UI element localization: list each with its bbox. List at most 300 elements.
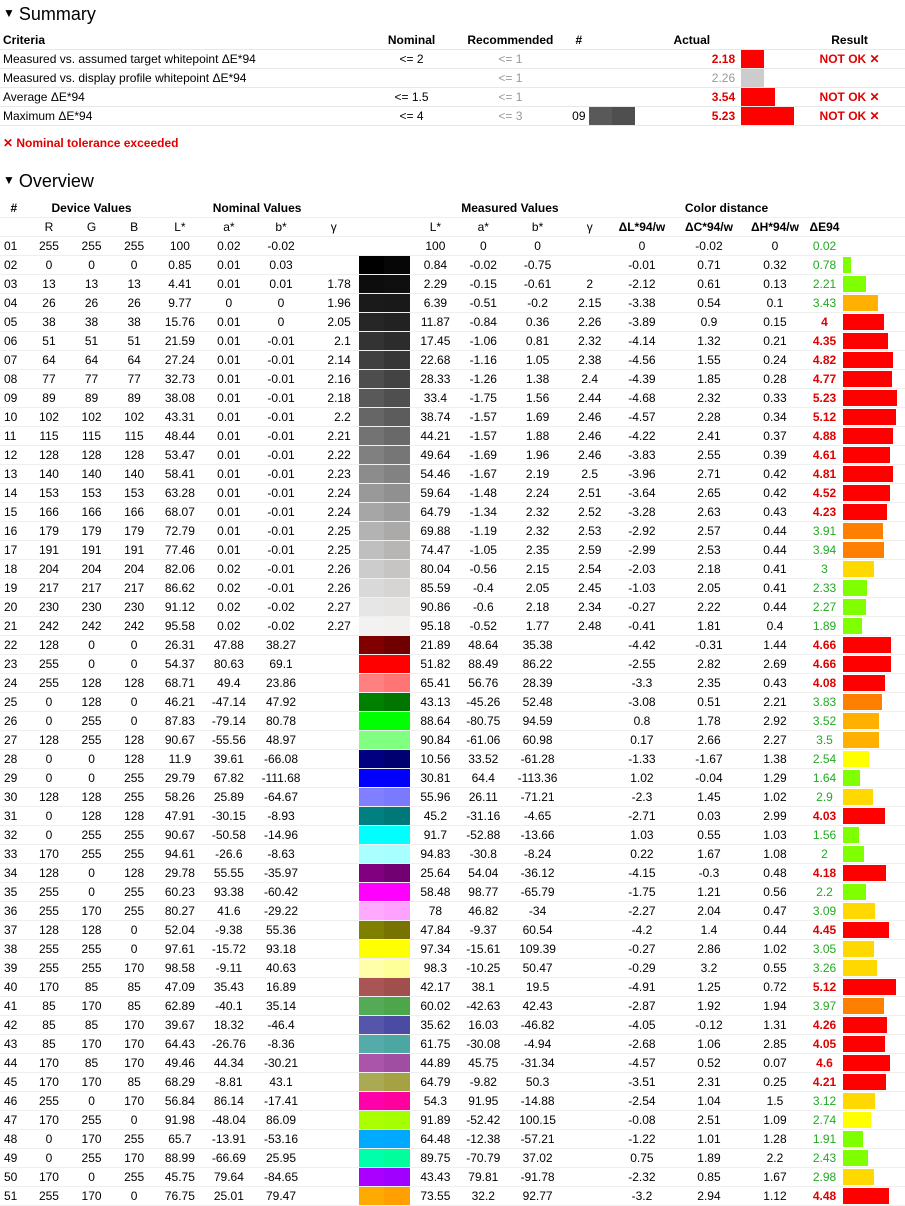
delta-e: 4.26 bbox=[806, 1016, 843, 1035]
delta-e: 5.12 bbox=[806, 408, 843, 427]
row-number: 46 bbox=[0, 1092, 28, 1111]
device-b: 255 bbox=[113, 826, 156, 845]
delta-c: 1.92 bbox=[674, 997, 744, 1016]
measured-gamma bbox=[570, 1149, 610, 1168]
measured-l: 0.84 bbox=[410, 256, 461, 275]
nominal-a: 0.02 bbox=[204, 598, 253, 617]
measured-b: 1.77 bbox=[506, 617, 570, 636]
row-number: 04 bbox=[0, 294, 28, 313]
nominal-b: -53.16 bbox=[253, 1130, 308, 1149]
measured-gamma: 2.52 bbox=[570, 503, 610, 522]
delta-h: 0.33 bbox=[744, 389, 806, 408]
table-row bbox=[0, 1187, 905, 1206]
color-swatch bbox=[359, 1016, 410, 1035]
color-swatch bbox=[359, 1111, 410, 1130]
device-g: 128 bbox=[70, 693, 113, 712]
delta-e-bar bbox=[843, 1130, 905, 1149]
measured-b: 1.96 bbox=[506, 446, 570, 465]
nominal-gamma bbox=[309, 864, 359, 883]
summary-bar bbox=[741, 88, 794, 107]
delta-e-bar bbox=[843, 1149, 905, 1168]
row-number: 13 bbox=[0, 465, 28, 484]
row-number: 06 bbox=[0, 332, 28, 351]
delta-e-bar bbox=[843, 579, 905, 598]
nominal-b: -0.01 bbox=[253, 389, 308, 408]
color-swatch bbox=[359, 351, 410, 370]
delta-l: -2.03 bbox=[610, 560, 674, 579]
device-g: 255 bbox=[70, 940, 113, 959]
delta-l: -2.12 bbox=[610, 275, 674, 294]
summary-actual: 2.18 bbox=[637, 50, 741, 69]
measured-l: 38.74 bbox=[410, 408, 461, 427]
device-r: 128 bbox=[28, 921, 71, 940]
measured-a: -45.26 bbox=[461, 693, 506, 712]
nominal-a: 0.01 bbox=[204, 408, 253, 427]
device-g: 0 bbox=[70, 883, 113, 902]
delta-c: 1.45 bbox=[674, 788, 744, 807]
row-number: 11 bbox=[0, 427, 28, 446]
row-number: 40 bbox=[0, 978, 28, 997]
color-swatch bbox=[359, 674, 410, 693]
delta-e-bar bbox=[843, 1111, 905, 1130]
delta-h: 0.28 bbox=[744, 370, 806, 389]
row-number: 01 bbox=[0, 237, 28, 256]
device-r: 166 bbox=[28, 503, 71, 522]
delta-c: 2.18 bbox=[674, 560, 744, 579]
color-swatch bbox=[359, 484, 410, 503]
measured-b: 2.32 bbox=[506, 522, 570, 541]
measured-a: -0.6 bbox=[461, 598, 506, 617]
device-b: 170 bbox=[113, 1035, 156, 1054]
col-header: G bbox=[70, 218, 113, 237]
device-r: 255 bbox=[28, 1092, 71, 1111]
delta-e: 2.43 bbox=[806, 1149, 843, 1168]
nominal-l: 27.24 bbox=[155, 351, 204, 370]
delta-c: 0.85 bbox=[674, 1168, 744, 1187]
col-spacer bbox=[843, 218, 905, 237]
nominal-a: 0.01 bbox=[204, 522, 253, 541]
measured-gamma bbox=[570, 237, 610, 256]
delta-l: 0.22 bbox=[610, 845, 674, 864]
device-r: 85 bbox=[28, 1016, 71, 1035]
device-g: 0 bbox=[70, 1168, 113, 1187]
color-swatch bbox=[359, 446, 410, 465]
measured-l: 90.86 bbox=[410, 598, 461, 617]
delta-e: 5.12 bbox=[806, 978, 843, 997]
measured-gamma bbox=[570, 636, 610, 655]
delta-l: -0.27 bbox=[610, 598, 674, 617]
device-b: 128 bbox=[113, 864, 156, 883]
measured-b: 28.39 bbox=[506, 674, 570, 693]
measured-gamma: 2.44 bbox=[570, 389, 610, 408]
device-r: 128 bbox=[28, 731, 71, 750]
device-r: 0 bbox=[28, 750, 71, 769]
nominal-l: 90.67 bbox=[155, 826, 204, 845]
delta-h: 1.02 bbox=[744, 788, 806, 807]
measured-gamma bbox=[570, 883, 610, 902]
delta-e-bar bbox=[843, 1168, 905, 1187]
measured-l: 54.3 bbox=[410, 1092, 461, 1111]
device-r: 0 bbox=[28, 826, 71, 845]
delta-l: -4.57 bbox=[610, 1054, 674, 1073]
measured-a: -0.15 bbox=[461, 275, 506, 294]
measured-b: 50.47 bbox=[506, 959, 570, 978]
row-number: 39 bbox=[0, 959, 28, 978]
nominal-b: -0.01 bbox=[253, 427, 308, 446]
nominal-l: 80.27 bbox=[155, 902, 204, 921]
device-g: 255 bbox=[70, 1149, 113, 1168]
device-r: 170 bbox=[28, 1111, 71, 1130]
color-swatch bbox=[359, 940, 410, 959]
delta-l: -2.55 bbox=[610, 655, 674, 674]
device-b: 166 bbox=[113, 503, 156, 522]
nominal-a: 18.32 bbox=[204, 1016, 253, 1035]
summary-row bbox=[0, 88, 905, 107]
nominal-b: -8.36 bbox=[253, 1035, 308, 1054]
device-g: 217 bbox=[70, 579, 113, 598]
color-swatch bbox=[359, 788, 410, 807]
measured-b: -4.94 bbox=[506, 1035, 570, 1054]
nominal-b: 43.1 bbox=[253, 1073, 308, 1092]
delta-e-bar bbox=[843, 503, 905, 522]
delta-c: 0.71 bbox=[674, 256, 744, 275]
measured-b: 2.32 bbox=[506, 503, 570, 522]
device-r: 170 bbox=[28, 1073, 71, 1092]
nominal-l: 11.9 bbox=[155, 750, 204, 769]
measured-gamma: 2 bbox=[570, 275, 610, 294]
delta-e-bar bbox=[843, 522, 905, 541]
measured-l: 69.88 bbox=[410, 522, 461, 541]
delta-e-bar bbox=[843, 1092, 905, 1111]
overview-heading[interactable] bbox=[3, 169, 94, 192]
delta-l: -2.68 bbox=[610, 1035, 674, 1054]
summary-recommended: <= 1 bbox=[453, 88, 569, 107]
measured-a: 79.81 bbox=[461, 1168, 506, 1187]
nominal-a: 0.01 bbox=[204, 503, 253, 522]
nominal-b: -0.01 bbox=[253, 560, 308, 579]
measured-l: 35.62 bbox=[410, 1016, 461, 1035]
nominal-l: 39.67 bbox=[155, 1016, 204, 1035]
delta-l: -2.54 bbox=[610, 1092, 674, 1111]
measured-l: 98.3 bbox=[410, 959, 461, 978]
device-b: 89 bbox=[113, 389, 156, 408]
measured-l: 2.29 bbox=[410, 275, 461, 294]
measured-b: 19.5 bbox=[506, 978, 570, 997]
device-r: 0 bbox=[28, 693, 71, 712]
delta-c: 2.05 bbox=[674, 579, 744, 598]
row-number: 05 bbox=[0, 313, 28, 332]
delta-c: -0.04 bbox=[674, 769, 744, 788]
color-swatch bbox=[359, 503, 410, 522]
nominal-gamma bbox=[309, 1130, 359, 1149]
device-r: 85 bbox=[28, 1035, 71, 1054]
device-b: 85 bbox=[113, 978, 156, 997]
measured-a: -42.63 bbox=[461, 997, 506, 1016]
delta-e-bar bbox=[843, 845, 905, 864]
color-swatch bbox=[359, 750, 410, 769]
delta-h: 0.25 bbox=[744, 1073, 806, 1092]
summary-nominal: <= 2 bbox=[371, 50, 453, 69]
measured-b: 94.59 bbox=[506, 712, 570, 731]
device-r: 85 bbox=[28, 997, 71, 1016]
summary-row bbox=[0, 50, 905, 69]
delta-c: 1.32 bbox=[674, 332, 744, 351]
color-swatch bbox=[359, 845, 410, 864]
table-row bbox=[0, 750, 905, 769]
measured-b: 1.38 bbox=[506, 370, 570, 389]
delta-c: 1.67 bbox=[674, 845, 744, 864]
summary-title: Summary bbox=[18, 4, 96, 24]
delta-l: 0.17 bbox=[610, 731, 674, 750]
summary-heading[interactable] bbox=[3, 2, 96, 25]
nominal-gamma bbox=[309, 807, 359, 826]
delta-l: -2.32 bbox=[610, 1168, 674, 1187]
nominal-a: -9.11 bbox=[204, 959, 253, 978]
table-row bbox=[0, 389, 905, 408]
nominal-l: 29.78 bbox=[155, 864, 204, 883]
delta-c: -1.67 bbox=[674, 750, 744, 769]
row-number: 02 bbox=[0, 256, 28, 275]
delta-e-bar bbox=[843, 408, 905, 427]
delta-c: 1.04 bbox=[674, 1092, 744, 1111]
nominal-a: 0.02 bbox=[204, 560, 253, 579]
measured-b: 42.43 bbox=[506, 997, 570, 1016]
nominal-gamma: 1.96 bbox=[309, 294, 359, 313]
delta-e-bar bbox=[843, 655, 905, 674]
delta-e-bar bbox=[843, 769, 905, 788]
delta-h: 0.21 bbox=[744, 332, 806, 351]
device-b: 170 bbox=[113, 1016, 156, 1035]
device-b: 0 bbox=[113, 921, 156, 940]
device-b: 0 bbox=[113, 636, 156, 655]
device-g: 26 bbox=[70, 294, 113, 313]
delta-h: 0.44 bbox=[744, 921, 806, 940]
device-g: 191 bbox=[70, 541, 113, 560]
table-row bbox=[0, 674, 905, 693]
row-number: 49 bbox=[0, 1149, 28, 1168]
col-spacer bbox=[0, 218, 28, 237]
delta-h: 0.42 bbox=[744, 484, 806, 503]
delta-e: 2.33 bbox=[806, 579, 843, 598]
delta-l: -4.15 bbox=[610, 864, 674, 883]
delta-l: -0.41 bbox=[610, 617, 674, 636]
summary-criteria: Measured vs. display profile whitepoint ΔE*94 bbox=[0, 69, 371, 88]
delta-c: -0.02 bbox=[674, 237, 744, 256]
table-row bbox=[0, 351, 905, 370]
measured-l: 25.64 bbox=[410, 864, 461, 883]
row-number: 27 bbox=[0, 731, 28, 750]
delta-c: 1.21 bbox=[674, 883, 744, 902]
table-row bbox=[0, 845, 905, 864]
summary-num bbox=[568, 69, 589, 88]
nominal-l: 77.46 bbox=[155, 541, 204, 560]
delta-h: 0.56 bbox=[744, 883, 806, 902]
device-g: 85 bbox=[70, 1016, 113, 1035]
summary-result: NOT OK ✕ bbox=[794, 88, 905, 107]
delta-e-bar bbox=[843, 826, 905, 845]
nominal-a: 0.01 bbox=[204, 427, 253, 446]
delta-l: -2.27 bbox=[610, 902, 674, 921]
delta-c: 1.06 bbox=[674, 1035, 744, 1054]
device-r: 170 bbox=[28, 1054, 71, 1073]
nominal-a: -48.04 bbox=[204, 1111, 253, 1130]
measured-gamma bbox=[570, 902, 610, 921]
device-g: 170 bbox=[70, 1187, 113, 1206]
nominal-l: 0.85 bbox=[155, 256, 204, 275]
nominal-b: -46.4 bbox=[253, 1016, 308, 1035]
device-b: 191 bbox=[113, 541, 156, 560]
measured-b: -14.88 bbox=[506, 1092, 570, 1111]
color-swatch bbox=[359, 997, 410, 1016]
device-b: 255 bbox=[113, 769, 156, 788]
measured-gamma bbox=[570, 921, 610, 940]
device-g: 77 bbox=[70, 370, 113, 389]
measured-a: -9.37 bbox=[461, 921, 506, 940]
delta-c: -0.31 bbox=[674, 636, 744, 655]
table-row bbox=[0, 408, 905, 427]
measured-a: 0 bbox=[461, 237, 506, 256]
measured-gamma bbox=[570, 959, 610, 978]
device-values-header: Device Values bbox=[28, 199, 156, 218]
nominal-gamma bbox=[309, 1168, 359, 1187]
nominal-gamma bbox=[309, 256, 359, 275]
collapse-triangle-icon[interactable]: ▼ bbox=[3, 173, 15, 187]
nominal-gamma bbox=[309, 693, 359, 712]
measured-l: 64.79 bbox=[410, 1073, 461, 1092]
summary-result bbox=[794, 69, 905, 88]
delta-c: 2.71 bbox=[674, 465, 744, 484]
device-g: 170 bbox=[70, 1073, 113, 1092]
summary-result: NOT OK ✕ bbox=[794, 107, 905, 126]
col-header: B bbox=[113, 218, 156, 237]
measured-gamma bbox=[570, 845, 610, 864]
delta-l: -4.14 bbox=[610, 332, 674, 351]
device-r: 170 bbox=[28, 978, 71, 997]
nominal-b: -0.02 bbox=[253, 237, 308, 256]
nominal-a: -47.14 bbox=[204, 693, 253, 712]
table-row bbox=[0, 560, 905, 579]
delta-h: 0.34 bbox=[744, 408, 806, 427]
measured-b: -65.79 bbox=[506, 883, 570, 902]
device-g: 170 bbox=[70, 1035, 113, 1054]
measured-gamma bbox=[570, 693, 610, 712]
table-row bbox=[0, 693, 905, 712]
measured-l: 6.39 bbox=[410, 294, 461, 313]
delta-e-bar bbox=[843, 313, 905, 332]
table-row bbox=[0, 902, 905, 921]
measured-l: 89.75 bbox=[410, 1149, 461, 1168]
delta-e: 3.12 bbox=[806, 1092, 843, 1111]
delta-e: 3 bbox=[806, 560, 843, 579]
delta-e-bar bbox=[843, 750, 905, 769]
delta-e: 4 bbox=[806, 313, 843, 332]
delta-e: 3.52 bbox=[806, 712, 843, 731]
device-r: 255 bbox=[28, 883, 71, 902]
nominal-b: -0.02 bbox=[253, 598, 308, 617]
delta-l: -3.2 bbox=[610, 1187, 674, 1206]
device-b: 255 bbox=[113, 1168, 156, 1187]
measured-gamma bbox=[570, 655, 610, 674]
device-b: 128 bbox=[113, 807, 156, 826]
nominal-gamma bbox=[309, 636, 359, 655]
device-b: 0 bbox=[113, 712, 156, 731]
nominal-l: 94.61 bbox=[155, 845, 204, 864]
bar-spacer bbox=[843, 199, 905, 218]
measured-a: 38.1 bbox=[461, 978, 506, 997]
color-swatch bbox=[359, 1092, 410, 1111]
nominal-a: 47.88 bbox=[204, 636, 253, 655]
row-number: 15 bbox=[0, 503, 28, 522]
nominal-b: 25.95 bbox=[253, 1149, 308, 1168]
device-g: 170 bbox=[70, 902, 113, 921]
color-swatch bbox=[359, 465, 410, 484]
device-b: 77 bbox=[113, 370, 156, 389]
measured-b: -13.66 bbox=[506, 826, 570, 845]
nominal-a: 0 bbox=[204, 294, 253, 313]
delta-h: 0.44 bbox=[744, 541, 806, 560]
nominal-a: -13.91 bbox=[204, 1130, 253, 1149]
device-b: 255 bbox=[113, 237, 156, 256]
measured-l: 22.68 bbox=[410, 351, 461, 370]
nominal-a: -79.14 bbox=[204, 712, 253, 731]
table-row bbox=[0, 1168, 905, 1187]
device-b: 179 bbox=[113, 522, 156, 541]
measured-a: 48.64 bbox=[461, 636, 506, 655]
nominal-a: -40.1 bbox=[204, 997, 253, 1016]
measured-gamma bbox=[570, 1130, 610, 1149]
nominal-l: 49.46 bbox=[155, 1054, 204, 1073]
delta-l: -4.22 bbox=[610, 427, 674, 446]
measured-l: 10.56 bbox=[410, 750, 461, 769]
row-number: 24 bbox=[0, 674, 28, 693]
device-r: 255 bbox=[28, 959, 71, 978]
delta-l: -2.3 bbox=[610, 788, 674, 807]
measured-gamma bbox=[570, 807, 610, 826]
summary-worst-swatch bbox=[589, 69, 637, 88]
measured-a: -1.57 bbox=[461, 427, 506, 446]
delta-c: 1.4 bbox=[674, 921, 744, 940]
color-swatch bbox=[359, 332, 410, 351]
delta-h: 1.09 bbox=[744, 1111, 806, 1130]
nominal-a: 0.01 bbox=[204, 332, 253, 351]
measured-l: 47.84 bbox=[410, 921, 461, 940]
device-b: 242 bbox=[113, 617, 156, 636]
nominal-gamma bbox=[309, 921, 359, 940]
measured-a: 98.77 bbox=[461, 883, 506, 902]
device-g: 51 bbox=[70, 332, 113, 351]
device-g: 102 bbox=[70, 408, 113, 427]
measured-gamma bbox=[570, 864, 610, 883]
nominal-gamma bbox=[309, 674, 359, 693]
delta-e-bar bbox=[843, 674, 905, 693]
nominal-l: 65.7 bbox=[155, 1130, 204, 1149]
device-b: 102 bbox=[113, 408, 156, 427]
col-header: R bbox=[28, 218, 71, 237]
delta-c: 2.51 bbox=[674, 1111, 744, 1130]
device-r: 179 bbox=[28, 522, 71, 541]
collapse-triangle-icon[interactable]: ▼ bbox=[3, 6, 15, 20]
delta-l: -1.33 bbox=[610, 750, 674, 769]
device-b: 255 bbox=[113, 788, 156, 807]
device-g: 255 bbox=[70, 712, 113, 731]
measured-l: 90.84 bbox=[410, 731, 461, 750]
col-header: ΔE94 bbox=[806, 218, 843, 237]
delta-e-bar bbox=[843, 1187, 905, 1206]
delta-c: 2.41 bbox=[674, 427, 744, 446]
delta-h: 1.03 bbox=[744, 826, 806, 845]
measured-a: -0.84 bbox=[461, 313, 506, 332]
measured-l: 64.48 bbox=[410, 1130, 461, 1149]
